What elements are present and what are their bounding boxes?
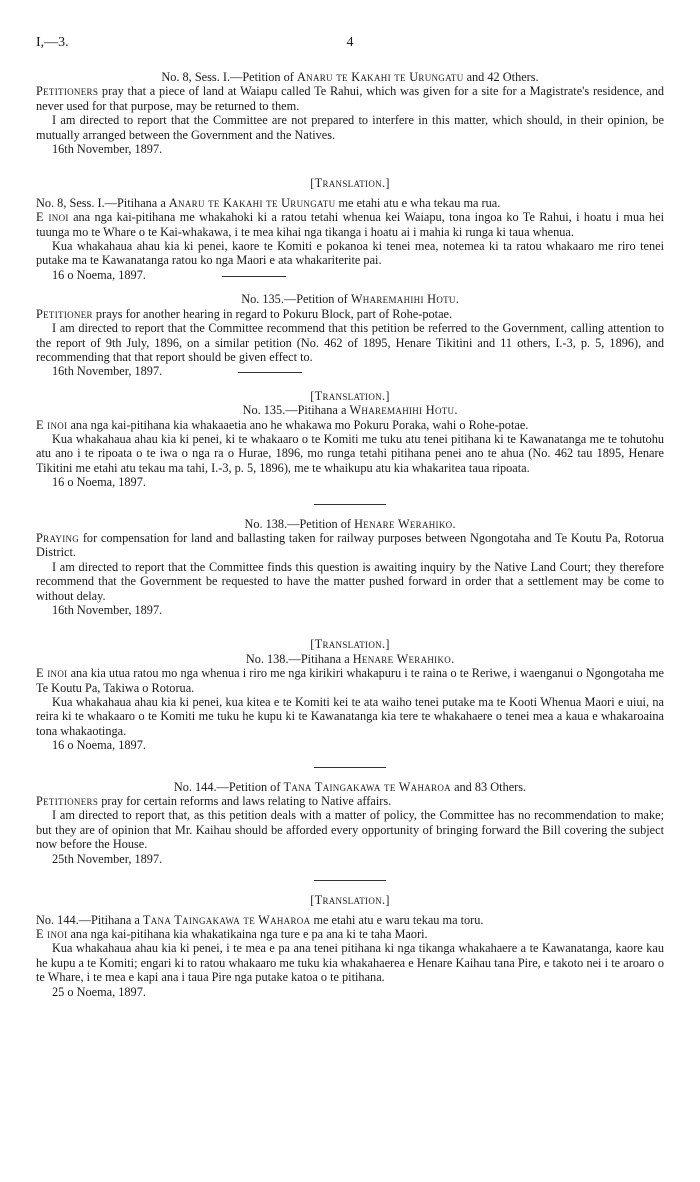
report-date: 16th November, 1897.: [52, 142, 163, 157]
translation-prayer: E inoi ana nga kai-pitihana kia whakatikaina nga ture e pa ana ki te taha Maori.: [36, 926, 428, 941]
translation-label: [Translation.]: [310, 388, 390, 403]
petition-prayer: Petitioner prays for another hearing in regard to Pokuru Block, part of Rohe-potae.: [36, 306, 453, 321]
translation-label: [Translation.]: [310, 893, 390, 908]
petition-title: No. 135.—Petition of Wharemahihi Hotu.: [241, 292, 459, 307]
section-divider: [314, 767, 386, 768]
petition-prayer: Petitioners pray for certain reforms and laws relating to Native affairs.: [36, 794, 392, 809]
petition-title: No. 8, Sess. I.—Petition of Anaru te Kakahi te Urungatu and 42 Others.: [161, 70, 539, 84]
translation-title: No. 144.—Pitihana a Tana Taingakawa te Waharoa me etahi atu e waru tekau ma toru.: [36, 912, 484, 927]
section-divider: [238, 372, 302, 373]
translation-title: No. 135.—Pitihana a Wharemahihi Hotu.: [242, 403, 458, 418]
translation-report: Kua whakahaua ahau kia ki penei, kaore te Komiti e pokanoa ki tenei mea, notemea ki ta ratou whakaaro me riro tenei putake ma te Kawanatanga ratou ko nga Maori e ata whakariterite pai.: [36, 239, 664, 268]
report-date: 16th November, 1897.: [52, 364, 664, 378]
petition-prayer: Petitioners pray that a piece of land at Waiapu called Te Rahui, which was given for a site for a Magistrate's residence, and never used for that purpose, may be returned to them.: [36, 84, 664, 113]
section-divider: [314, 880, 386, 881]
petition-prayer: Praying for compensation for land and ballasting taken for railway purposes between Ngongotaha and Te Koutu Pa, Rotorua District.: [36, 530, 664, 560]
translation-prayer: E inoi ana nga kai-pitihana me whakahoki ki a ratou tetahi whenua kei Waiapu, tona ingoa ko Te Rahui, i hoatu i mua hei tuunga mo te Whare o te Kai-whakawa, i te mea kihai nga tikanga i hoatu ai i mahia ki runga ki taua whenua.: [36, 210, 664, 239]
translation-report: Kua whakahaua ahau kia ki penei, i te mea e pa ana tenei pitihana ki nga tikanga whakahaere a te Kawanatanga, kaore kau he kupu a te Komiti; engari ki to ratou whakaaro me tuku kia whakahaerea e Henare Kaihau tana Pire, e takoto nei i te aroaro o te Whare, i te mea e kapi ana i taua Pire nga putake katoa o te pitihana.: [36, 941, 664, 985]
committee-report: I am directed to report that the Committee are not prepared to interfere in this matter, which should, in their opinion, be mutually arranged between the Government and the Natives.: [36, 113, 664, 142]
petition-title: No. 144.—Petition of Tana Taingakawa te Waharoa and 83 Others.: [173, 779, 527, 794]
translation-report: Kua whakahaua ahau kia ki penei, ki te whakaaro o te Komiti me tuku atu tenei pitihana ki te Kawanatanga me te tohutohu atu ano i te ripoata o te iwa o nga ra o Hurae, 1896, mo runga tetahi pitihana penei ano te ahua (No. 462 tau 1895, Henare Tikitini me etahi atu tekau ma tahi, I.-3, p. 5, 1896), me te whaikupu atu kia whakaritea taua ripoata.: [36, 431, 664, 475]
committee-report: I am directed to report that, as this petition deals with a matter of policy, the Committee has no recommendation to make; but they are of opinion that Mr. Kaihau should be afforded every opportunity of bringing forward the Bill covering the subject now before the House.: [36, 808, 664, 852]
translation-date: 16 o Noema, 1897.: [52, 475, 146, 490]
translation-report: Kua whakahaua ahau kia ki penei, kua kitea e te Komiti kei te ata waiho tenei putake ma te Kooti Whenua Maori e uiui, na reira ki te whakaaro o te Komiti me tuku he kupu ki te Kawanatanga kia tere te whakahaere o tenei mea a kaua e whakaroaina tona whakaotinga.: [36, 695, 664, 738]
translation-label: [Translation.]: [310, 637, 390, 652]
petition-title: No. 138.—Petition of Henare Werahiko.: [244, 516, 456, 531]
translation-label: [Translation.]: [310, 176, 390, 191]
translation-prayer: E inoi ana kia utua ratou mo nga whenua i riro me nga kirikiri whakapuru i te raina o te Reriwe, i waenganui o Ngongotaha me Te Koutu Pa, Takiwa o Rotorua.: [36, 666, 664, 695]
paper-reference: I,—3.: [36, 35, 69, 50]
committee-report: I am directed to report that the Committee recommend that this petition be referred to the Government, calling attention to the report of 9th July, 1896, on a similar petition (No. 462 of 1895, Henare Tikitini and 11 others, I.-3, p. 5, 1896), and recommending that that report should be given effect to.: [36, 321, 664, 364]
page-header: [36, 36, 664, 52]
translation-title: No. 8, Sess. I.—Pitihana a Anaru te Kakahi te Urungatu me etahi atu e wha tekau ma rua.: [36, 195, 501, 210]
translation-date: 16 o Noema, 1897.: [52, 268, 664, 282]
document-body: [36, 70, 664, 999]
section-divider: [222, 276, 286, 277]
section-divider: [314, 504, 386, 505]
translation-date: 25 o Noema, 1897.: [52, 984, 146, 999]
report-date: 16th November, 1897.: [52, 603, 163, 617]
report-date: 25th November, 1897.: [52, 851, 163, 866]
committee-report: I am directed to report that the Committee finds this question is awaiting inquiry by the Native Land Court; they therefore recommend that the Government be requested to have the matter pushed forward in order that a settlement may be come to without delay.: [36, 559, 664, 603]
translation-prayer: E inoi ana nga kai-pitihana kia whakaaetia ano he whakawa mo Pokuru Poraka, wahi o Rohe-potae.: [36, 417, 529, 432]
page-number: 4: [346, 35, 354, 50]
translation-date: 16 o Noema, 1897.: [52, 738, 146, 753]
translation-title: No. 138.—Pitihana a Henare Werahiko.: [245, 651, 455, 666]
